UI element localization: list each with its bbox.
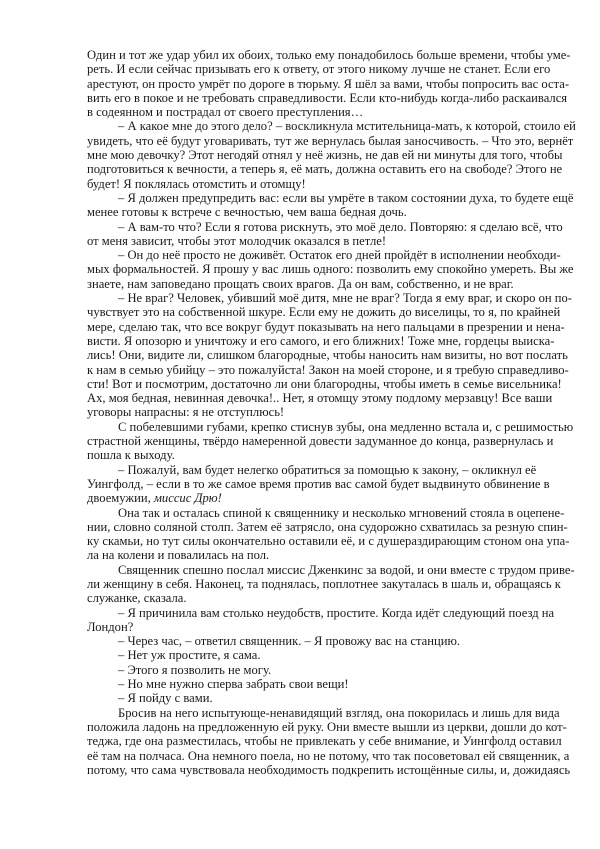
text-line [87,162,563,177]
text-line [87,476,550,491]
text-line-content: Уингфолд, – если в то же самое время против вас самой будет выдвинуто обвинение в [87,476,550,491]
text-line-content: нии, словно соляной столп. Затем её затрясло, она судорожно схватилась за резную спин- [87,519,568,534]
text-line-content: – Не враг? Человек, убивший моё дитя, мне не враг? Тогда я ему враг, и скоро он по- [118,291,572,306]
text-line-content: мере, сделаю так, что все вокруг будут показывать на него пальцами в презрении и нена- [87,319,565,334]
text-line [87,591,521,605]
text-line [87,405,521,419]
text-line [87,734,562,749]
text-line [87,648,521,662]
text-line-content: потому, что сама чувствовала необходимость подкрепить истощённые силы, и, дожидаясь [87,762,571,777]
text-line-content: ли женщину в себя. Наконец, та поднялась, поплотнее закуталась в шаль и, обращаясь к [87,576,561,591]
text-line [87,376,562,391]
text-line [87,605,555,620]
text-line-content: двоемужии, [87,491,154,506]
text-line-content: Священник спешно послал миссис Дженкинс за водой, и они вместе с трудом приве- [118,562,575,577]
text-line-content: положила ладонь на предложенную ей руку. Они вместе вышли из церкви, дошли до кот- [87,719,567,734]
text-line [87,248,561,263]
text-line-content: будет! Я поклялась отомстить и отомщу! [87,176,306,191]
text-line-content: мых формальностей. Я прошу у вас лишь одного: позволить ему спокойно умереть. Вы же [87,262,574,277]
text-line-content: от меня зависит, чтобы этот молодчик оказался в петле! [87,233,387,248]
document-page-text [87,48,576,777]
text-line-content: увидеть, что её будут уговаривать, тут же вернулась былая заносчивость. – Что это, вернёт [87,133,574,148]
text-line [87,748,570,763]
text-line-content: С побелевшими губами, крепко стиснув зубы, она медленно встала и, с решимостью [118,419,574,434]
text-line [87,548,521,562]
text-line-content: страстной женщины, твёрдо намеренной довести задуманное до конца, развернулась и [87,434,554,449]
text-line-content: лись! Они, видите ли, слишком благородные, чтобы наносить нам визиты, но вот послать [87,348,568,363]
text-line [87,762,571,777]
text-line [87,319,565,334]
text-line [87,534,570,549]
text-line [87,62,551,77]
text-line-content: Ах, моя бедная, невинная девочка!.. Нет, я отомщу этому подлому мерзавцу! Все ваши [87,391,553,406]
text-line-content: служанке, сказала. [87,591,187,606]
text-line [87,620,521,634]
text-line-content: знаете, нам заповедано прощать своих врагов. Да он вам, собственно, и не враг. [87,276,514,291]
text-line-content: чувствует это на собственной шкуре. Если ему не дожить до виселицы, то я, по крайней [87,305,561,320]
text-line-content: Один и тот же удар убил их обоих, только ему понадобилось больше времени, чтобы уме- [87,48,571,62]
text-line [87,48,571,62]
text-line [87,305,561,320]
text-line [87,391,553,406]
text-line [87,76,570,91]
text-line-content: её там на полчаса. Она немного поела, но не потому, что так посоветовал ей священник, а [87,748,570,763]
text-line-content: Лондон? [87,619,134,634]
text-line [87,105,521,119]
text-line [87,519,568,534]
text-line-content: – Я причинила вам столько неудобств, простите. Когда идёт следующий поезд на [118,605,555,620]
text-line [87,634,521,648]
text-line-content: пошла к выходу. [87,448,175,463]
text-line-content: – Он до неё просто не доживёт. Остаток его дней пройдёт в исполнении необходи- [118,248,561,263]
text-line-content: теджа, где она разместилась, чтобы не привлекать у себе внимание, и Уингфолд оставил [87,734,562,749]
text-line [87,219,563,234]
text-line-content: – Этого я позволить не могу. [118,662,272,677]
text-line-content: арестуют, он просто умрёт по дороге в тюрьму. Я шёл за вами, чтобы попросить вас оста- [87,76,570,91]
text-line-content: висти. Я опозорю и уничтожу и его самого, и его ближних! Тоже мне, гордецы выиска- [87,333,555,348]
text-line-content: реть. И если сейчас призывать его к ответу, от этого никому лучше не станет. Если его [87,62,551,77]
text-line [87,119,576,134]
text-line [87,90,568,105]
text-line [87,205,521,219]
text-line [87,705,560,720]
text-line-content: мне мою девочку? Этот негодяй отнял у неё жизнь, не дав ей ни минуты для того, чтобы [87,148,563,163]
text-line [87,491,521,505]
text-line-content: вить его в покое и не требовать справедливости. Если кто-нибудь когда-либо раскаивался [87,90,568,105]
text-line-content: менее готовы к встрече с вечностью, чем ваша бедная дочь. [87,205,407,220]
text-line-content: – Я пойду с вами. [118,691,213,706]
text-line-content: сти! Вот и посмотрим, достаточно ли они благородны, чтобы иметь в семье висельника! [87,376,562,391]
text-line [87,434,554,449]
text-line [87,505,565,520]
text-line [87,133,574,148]
text-line [87,234,521,248]
text-line [87,677,521,691]
text-line [87,576,561,591]
text-line [87,562,575,577]
text-line [87,277,521,291]
text-line [87,462,537,477]
text-line-content: Она так и осталась спиной к священнику и несколько мгновений стояла в оцепене- [118,505,565,520]
text-line-content: уговоры напрасны: я не отступлюсь! [87,405,285,420]
text-line [87,419,574,434]
text-line [87,719,567,734]
text-line-content: – Через час, – ответил священник. – Я провожу вас на станцию. [118,634,461,649]
text-line [87,691,521,705]
text-line [87,148,563,163]
text-line-content: ла на колени и повалилась на пол. [87,548,270,563]
text-line-content: – Пожалуй, вам будет нелегко обратиться за помощью к закону, – окликнул её [118,462,537,477]
text-line-content: ку скамьи, но тут силы окончательно оставили её, и с душераздирающим стоном она упа- [87,534,570,549]
text-line-content: – А какое мне до этого дело? – воскликнула мстительница-мать, к которой, стоило ей [118,119,576,134]
text-line [87,663,521,677]
text-line-content: Бросив на него испытующе-ненавидящий взгляд, она покорилась и лишь для вида [118,705,560,720]
text-line-content: – Нет уж простите, я сама. [118,648,261,663]
text-line-content: к нам в семью убийцу – это пожалуйста! Закон на моей стороне, и я требую справедливо- [87,362,569,377]
text-line-content: подготовиться к вечности, а теперь я, её мать, должна оставить его на свободе? Этого не [87,162,563,177]
text-line [87,262,574,277]
text-line [87,177,521,191]
text-line-content: – Но мне нужно сперва забрать свои вещи! [118,677,349,692]
text-line-content: – А вам-то что? Если я готова рискнуть, это моё дело. Повторяю: я сделаю всё, что [118,219,563,234]
text-line-content: в содеянном и пострадал от своего преступления… [87,105,364,120]
text-line [87,448,521,462]
text-line [87,333,555,348]
italic-text: миссис Дрю! [153,491,222,506]
text-line [87,362,569,377]
text-line [87,291,572,306]
text-line [87,348,568,363]
text-line [87,190,574,205]
text-line-content: – Я должен предупредить вас: если вы умрёте в таком состоянии духа, то будете ещё [118,190,574,205]
